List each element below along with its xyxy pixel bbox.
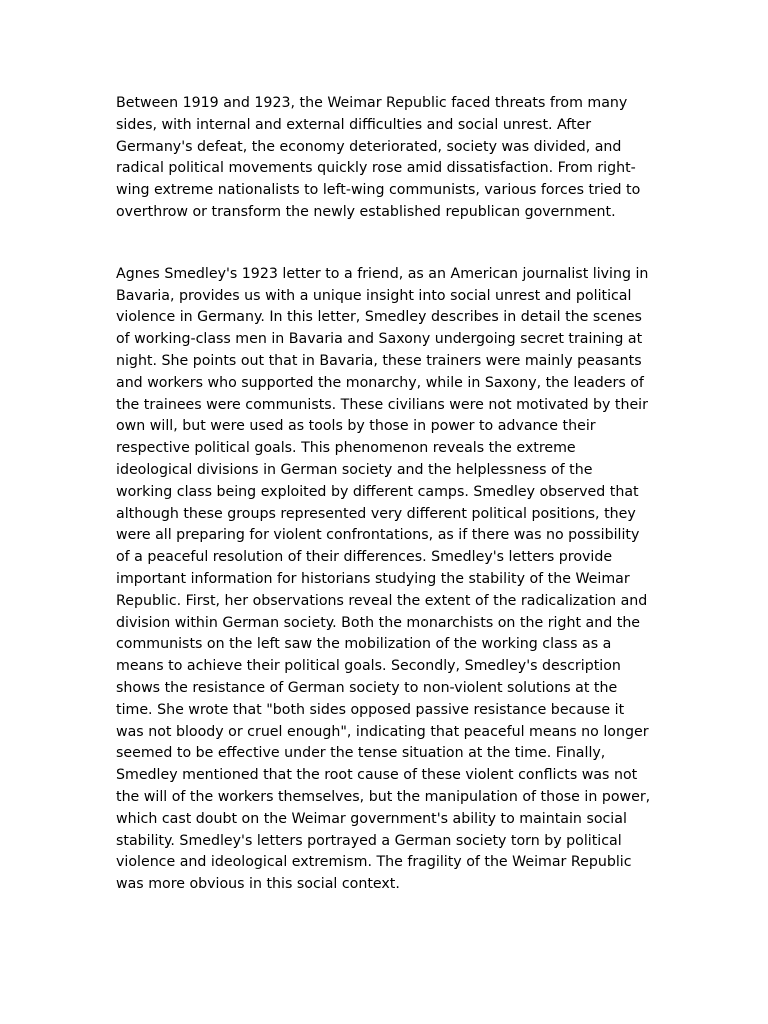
paragraph-intro: Between 1919 and 1923, the Weimar Republic faced threats from many sides, with internal and external difficulties and social unrest. After Germany's defeat, the economy deteriorated, society was divided, and radical political movements quickly rose amid dissatisfaction. From right- wing extreme nationalists to left-wing communists, various forces tried to overthrow or transform the newly established republican government. bbox=[116, 95, 641, 220]
document-page bbox=[116, 93, 656, 896]
paragraph-smedley-analysis: Agnes Smedley's 1923 letter to a friend, as an American journalist living in Bavaria, provides us with a unique insight into social unrest and political violence in Germany. In this letter, Smedley describes in detail the scenes of working-class men in Bavaria and Saxony undergoing secret training at night. She points out that in Bavaria, these trainers were mainly peasants and workers who supported the monarchy, while in Saxony, the leaders of the trainees were communists. These civilians were not motivated by their own will, but were used as tools by those in power to advance their respective political goals. This phenomenon reveals the extreme ideological divisions in German society and the helplessness of the working class being exploited by different camps. Smedley observed that although these groups represented very different political positions, they were all preparing for violent confrontations, as if there was no possibility of a peaceful resolution of their differences. Smedley's letters provide important information for historians studying the stability of the Weimar Republic. First, her observations reveal the extent of the radicalization and division within German society. Both the monarchists on the right and the communists on the left saw the mobilization of the working class as a means to achieve their political goals. Secondly, Smedley's description shows the resistance of German society to non-violent solutions at the time. She wrote that "both sides opposed passive resistance because it was not bloody or cruel enough", indicating that peaceful means no longer seemed to be effective under the tense situation at the time. Finally, Smedley mentioned that the root cause of these violent conflicts was not the will of the workers themselves, but the manipulation of those in power, which cast doubt on the Weimar government's ability to maintain social stability. Smedley's letters portrayed a German society torn by political violence and ideological extremism. The fragility of the Weimar Republic was more obvious in this social context. bbox=[116, 265, 651, 893]
